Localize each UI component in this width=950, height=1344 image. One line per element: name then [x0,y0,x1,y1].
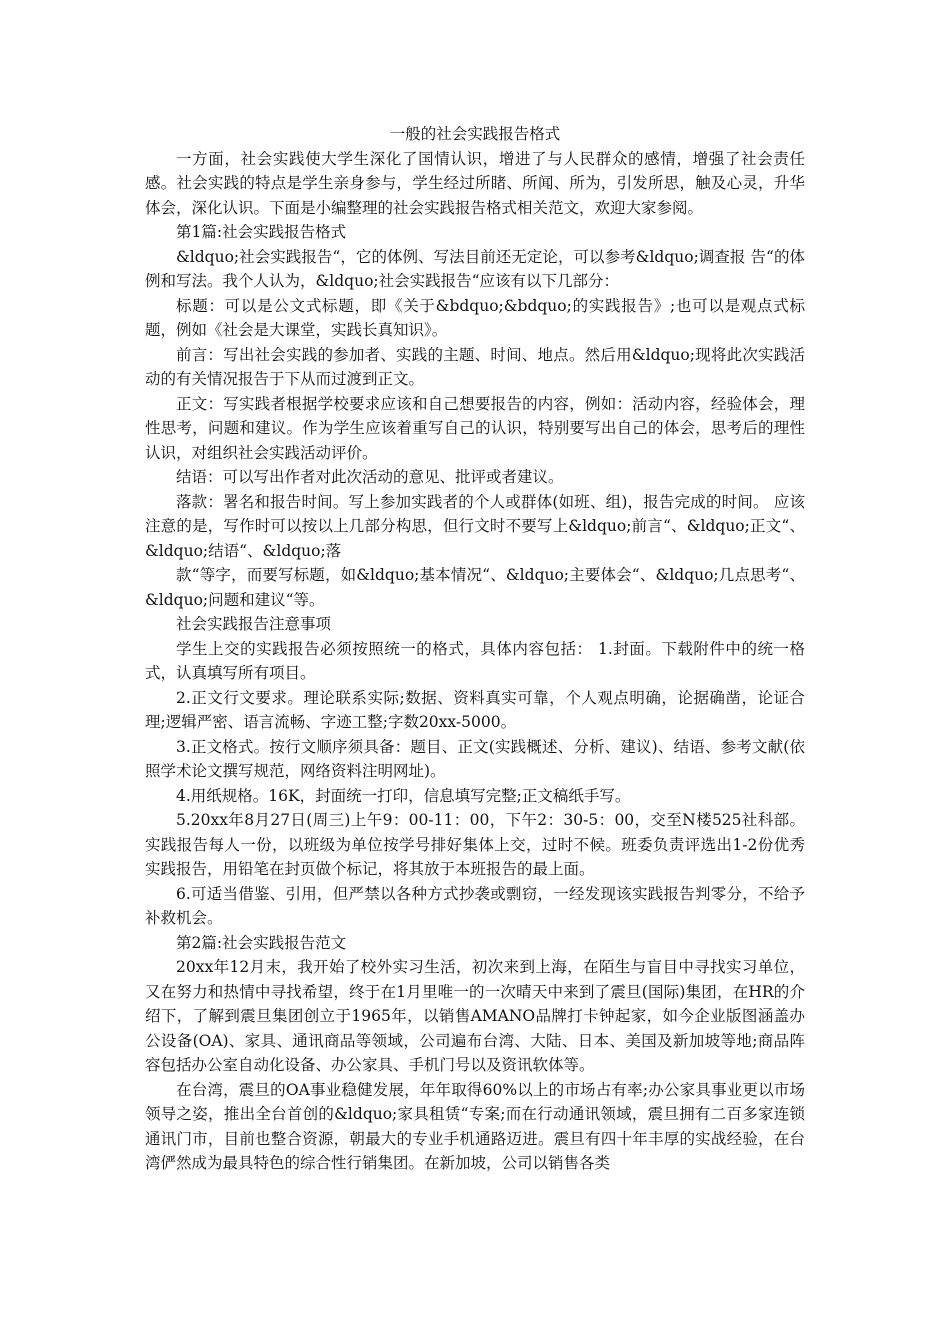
paragraph: 落款：署名和报告时间。写上参加实践者的个人或群体(如班、组)，报告完成的时间。 应该注意的是，写作时可以按以上几部分构思，但行文时不要写上&ldquo;前言“、&ldquo;正文“、&ldquo;结语“、&ldquo;落 [145,492,805,560]
paragraph: 4.用纸规格。16K，封面统一打印，信息填写完整;正文稿纸手写。 [176,786,631,805]
paragraph: 款“等字，而要写标题，如&ldquo;基本情况“、&ldquo;主要体会“、&ldquo;几点思考“、&ldquo;问题和建议“等。 [145,566,805,609]
section-heading-notes: 社会实践报告注意事项 [176,615,332,633]
paragraph: 20xx年12月末，我开始了校外实习生活，初次来到上海，在陌生与盲目中寻找实习单位，又在努力和热情中寻找希望，终于在1月里唯一的一次晴天中来到了震旦(国际)集团，在HR的介绍下，了解到震旦集团创立于1965年，以销售AMANO品牌打卡钟起家，如今企业版图涵盖办公设备(OA)、家具、通讯商品等领域，公司遍布台湾、大陆、日本、美国及新加坡等地;商品阵容包括办公室自动化设备、办公家具、手机门号以及资讯软体等。 [145,958,805,1074]
paragraph: &ldquo;社会实践报告“，它的体例、写法目前还无定论，可以参考&ldquo;调查报 告“的体例和写法。我个人认为，&ldquo;社会实践报告“应该有以下几部分： [145,247,805,290]
paragraph: 6.可适当借鉴、引用，但严禁以各种方式抄袭或剽窃，一经发现该实践报告判零分，不给予补救机会。 [145,884,805,927]
section-heading-part2: 第2篇:社会实践报告范文 [176,933,347,952]
paragraph: 标题：可以是公文式标题，即《关于&bdquo;&bdquo;的实践报告》;也可以是观点式标题，例如《社会是大课堂，实践长真知识》。 [145,296,805,339]
paragraph: 学生上交的实践报告必须按照统一的格式，具体内容包括： 1.封面。下载附件中的统一格式，认真填写所有项目。 [145,639,805,682]
paragraph: 2.正文行文要求。理论联系实际;数据、资料真实可靠，个人观点明确，论据确凿，论证合理;逻辑严密、语言流畅、字迹工整;字数20xx-5000。 [145,688,805,731]
paragraph-intro: 一方面，社会实践使大学生深化了国情认识，增进了与人民群众的感情，增强了社会责任感。社会实践的特点是学生亲身参与，学生经过所睹、所闻、所为，引发所思，触及心灵，升华体会，深化认识。下面是小编整理的社会实践报告格式相关范文，欢迎大家参阅。 [145,149,805,217]
document-body [145,122,805,1176]
paragraph: 在台湾，震旦的OA事业稳健发展，年年取得60%以上的市场占有率;办公家具事业更以市场领导之姿，推出全台首创的&ldquo;家具租赁“专案;而在行动通讯领域，震旦拥有二百多家连锁通讯门市，目前也整合资源，朝最大的专业手机通路迈进。震旦有四十年丰厚的实战经验，在台湾俨然成为最具特色的综合性行销集团。在新加坡，公司以销售各类 [145,1080,805,1172]
document-title: 一般的社会实践报告格式 [389,125,561,143]
paragraph: 结语：可以写出作者对此次活动的意见、批评或者建议。 [176,468,564,486]
paragraph: 正文：写实践者根据学校要求应该和自己想要报告的内容，例如：活动内容，经验体会，理性思考，问题和建议。作为学生应该着重写自己的认识，特别要写出自己的体会，思考后的理性认识，对组织社会实践活动评价。 [145,394,805,462]
section-heading-part1: 第1篇:社会实践报告格式 [176,223,347,241]
paragraph: 5.20xx年8月27日(周三)上午9：00-11：00，下午2：30-5：00，交至N楼525社科部。实践报告每人一份，以班级为单位按学号排好集体上交，过时不候。班委负责评选出1-2份优秀实践报告，用铅笔在封页做个标记，将其放于本班报告的最上面。 [145,811,805,878]
paragraph: 前言：写出社会实践的参加者、实践的主题、时间、地点。然后用&ldquo;现将此次实践活动的有关情况报告于下从而过渡到正文。 [145,345,805,388]
paragraph: 3.正文格式。按行文顺序须具备：题目、正文(实践概述、分析、建议)、结语、参考文献(依照学术论文撰写规范，网络资料注明网址)。 [145,737,805,780]
